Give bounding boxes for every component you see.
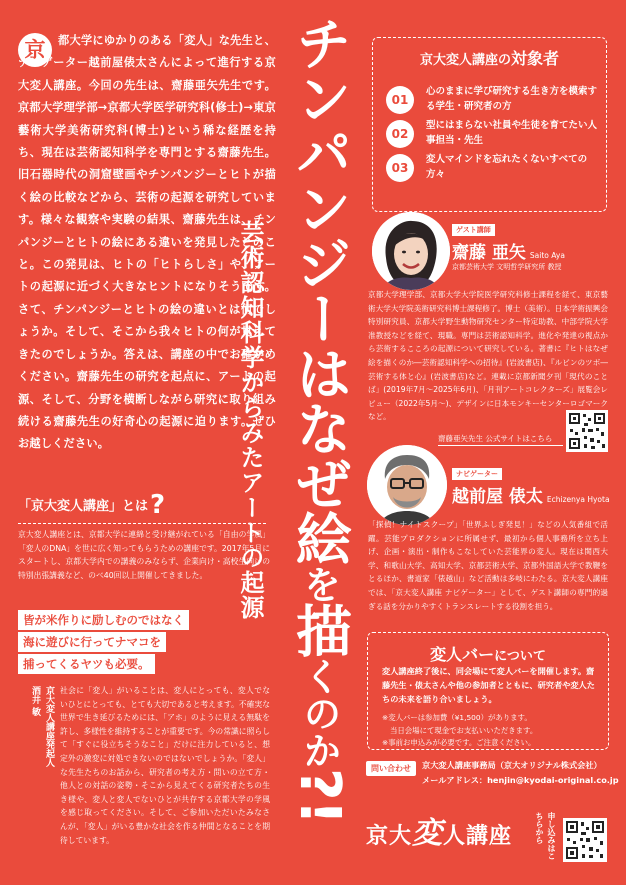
navigator-portrait-icon (367, 445, 447, 525)
guest-bio: 京都大学理学部、京都大学大学院医学研究科修士課程を経て、東京藝術大学大学院美術研究科博士課程修了。博士（美術）。日本学術振興会特別研究員、京都大学野生動物研究センター特定助教、中部学院大学准教授などを経て、現職。専門は芸術認知科学。進化や発達の視点から芸術するこころの起源について研究している。著書に『ヒトはなぜ絵を描くのか―芸術認知科学への招待』(岩波書店)、『ルビンのツボ―芸術する体と心』(岩波書店)など。連載に京都新聞夕刊「現代のことば」(2019年7月～2025年6月)、「月刊アートコレクターズ」展覧会レビュー（2022年5月～)、デザインに日本モンキーセンターロゴマークなど。 (368, 290, 608, 422)
henjin-bar-heading (367, 642, 609, 665)
about-heading-text: 「京大変人講座」とは (18, 499, 149, 514)
henjin-bar-note: ※変人バーは参加費（¥1,500）があります。 (382, 713, 532, 722)
guest-portrait-icon (372, 212, 450, 290)
henjin-bar-heading-emph: 変人バー (430, 645, 495, 664)
apply-label: 申し込みはこちらから (535, 812, 556, 860)
founder-name: 酒井 敏 (30, 686, 40, 717)
guest-site-link[interactable]: 齋藤亜矢先生 公式サイトはこちら (438, 434, 553, 443)
navigator-bio: 「探偵！ナイトスクープ」「世界ふしぎ発見！」などの人気番組で活躍。芸能プロダクションに所属せず、最初から個人事務所を立ち上げ、企画・演出・制作もこなしていた芸能界の変人。現在は関西大学、和歌山大学、高知大学、京都芸術大学、京都外国語大学で教鞭をとるほか、書道家「俵越山」など活動は多岐にわたる。京大変人講座では、「京大変人講座 ナビゲーター」として、ゲスト講師の専門的過ぎる話を分かりやすくトランスレートする役割を担う。 (368, 520, 608, 611)
target-heading (372, 46, 607, 69)
target-heading-emph: 対象者 (511, 49, 560, 68)
guest-site-divider (438, 445, 563, 446)
title-part-2: なぜ (287, 400, 352, 510)
founder-role: 京大変人講座発起人 (44, 686, 54, 767)
logo-part: 人講座 (443, 824, 513, 849)
target-text: 変人マインドを忘れたくないすべての方々 (426, 154, 588, 180)
henjin-bar-heading-suffix: について (494, 649, 546, 664)
henjin-bar-note: 当日会場にて現金でお支払いいただきます。 (390, 725, 538, 735)
target-number: 02 (386, 120, 414, 148)
contact-organization: 京大変人講座事務局（京大オリジナル株式会社） (422, 760, 602, 770)
about-slogan: 捕ってくるヤツも必要。 (18, 654, 155, 674)
logo-part: 変 (412, 816, 444, 851)
target-text: 型にはまらない社員や生徒を育てたい人事担当・先生 (426, 120, 598, 146)
intro-paragraph: 都大学にゆかりのある「変人」な先生と、ナビゲーター越前屋俵太さんによって進行する京大変人講座。今回の先生は、齋藤亜矢先生です。京都大学理学部→京都大学医学研究科(修士)→東京藝術大学美術研究科(博士)という稀な経歴を持ち、現在は芸術認知科学を専門とする齋藤先生。旧石器時代の洞窟壁画やチンパンジーとヒトが描く絵の比較などから、芸術の起源を研究しています。様々な観察や実験の結果、齋藤先生は、チンパンジーとヒトの絵にある違いを発見したとのこと。この発見は、ヒトの「ヒトらしさ」や、アートの起源に近づく大きなヒントになりそうです。さて、チンパンジーとヒトの絵の違いとは何でしょうか。そして、そこから我々ヒトの何が見えてきたのでしょうか。答えは、講座の中でお確かめください。齋藤先生の研究を起点に、アートの起源、そして、分野を横断しながら研究に取り組み続ける齋藤先生の好奇心の起源に迫ります。ぜひお越しください。 (18, 34, 276, 451)
intro-drop-cap: 京 (18, 33, 52, 67)
navigator-name-latin: Echizenya Hyota (546, 495, 610, 504)
apply-qr-code-icon[interactable] (563, 818, 607, 862)
navigator-name (452, 482, 610, 507)
guest-name-kanji: 齋藤 亜矢 (452, 243, 526, 263)
target-heading-prefix: 京大変人講座の (419, 53, 511, 68)
target-number: 01 (386, 86, 414, 114)
henjin-bar-body: 変人講座終了後に、同会場にて変人バーを開催します。齋藤先生・俵太さんや他の参加者とともに、研究者や変人たちの未来を語り合いましょう。 (382, 666, 595, 704)
about-slogan: 皆が米作りに励しむのではなく (18, 610, 189, 630)
contact-badge: 問い合わせ (366, 761, 416, 776)
logo-part: 京大 (366, 824, 413, 849)
title-part-4: を (297, 565, 341, 602)
about-slogan: 海に遊びに行ってナマコを (18, 632, 166, 652)
title-part-6: くのか (297, 657, 341, 768)
henjin-bar-notes (382, 712, 602, 750)
about-heading (18, 490, 266, 524)
navigator-role-badge: ナビゲーター (452, 468, 502, 480)
guest-name-latin: Saito Aya (529, 251, 565, 260)
henjin-bar-note: ※事前お申込みが必要です。ご注意ください。 (382, 738, 536, 747)
target-text: 心のままに学び研究する生き方を模索する学生・研究者の方 (426, 86, 598, 112)
title-part-7: ?! (287, 768, 352, 825)
founder-quote: 社会に「変人」がいることは、変人にとっても、変人でないひとにとっても、とても大切であると考えます。不確実な世界で生き延びるためには、「アホ」のように見える無駄を許し、多様性を維持することが重要です。今の常識に照らして「すぐに役立ちそうなこと」だけに注力していると、想定外の激変に対処できないのではないでしょうか。「変人」な先生たちのお話から、研究者の考え方・問いの立て方・他人との対話の姿勢・そこから見えてくる研究者たちの生き様や、変人と変人でないひとが共存する京都大学の学風を感じ取ってください。そして、ご参加いただいたみなさんが、「変人」がいる豊かな社会を作る仲間となることを期待しています。 (60, 686, 270, 845)
navigator-name-kanji: 越前屋 俵太 (452, 487, 543, 507)
guest-name (452, 238, 565, 263)
contact-email[interactable]: メールアドレス：henjin@kyodai-original.co.jp (422, 775, 619, 785)
guest-affiliation: 京都芸術大学 文明哲学研究所 教授 (452, 263, 562, 271)
target-item (386, 152, 606, 192)
founder-signature (16, 686, 56, 796)
title-part-1: チンパンジーは (287, 15, 352, 400)
main-title (272, 15, 367, 870)
guest-qr-code-icon[interactable] (566, 410, 608, 452)
kyodai-henjin-logo (366, 808, 512, 852)
target-number: 03 (386, 154, 414, 182)
about-text: 京大変人講座とは、京都大学に連綿と受け継がれている「自由の学風」「変人のDNA」を世に広く知ってもらうための講座です。2017年5月にスタートし、京都大学内での講義のみならず、企業向け・高校生向けの特別出張講義など、のべ40回以上開催してきました。 (18, 530, 270, 580)
subtitle: 芸術認知科学からみたアートの起源 (236, 220, 264, 620)
about-heading-question-mark: ? (150, 490, 166, 520)
title-part-5: 描 (287, 602, 352, 657)
title-part-3: 絵 (287, 510, 352, 565)
guest-role-badge: ゲスト講師 (452, 224, 495, 236)
